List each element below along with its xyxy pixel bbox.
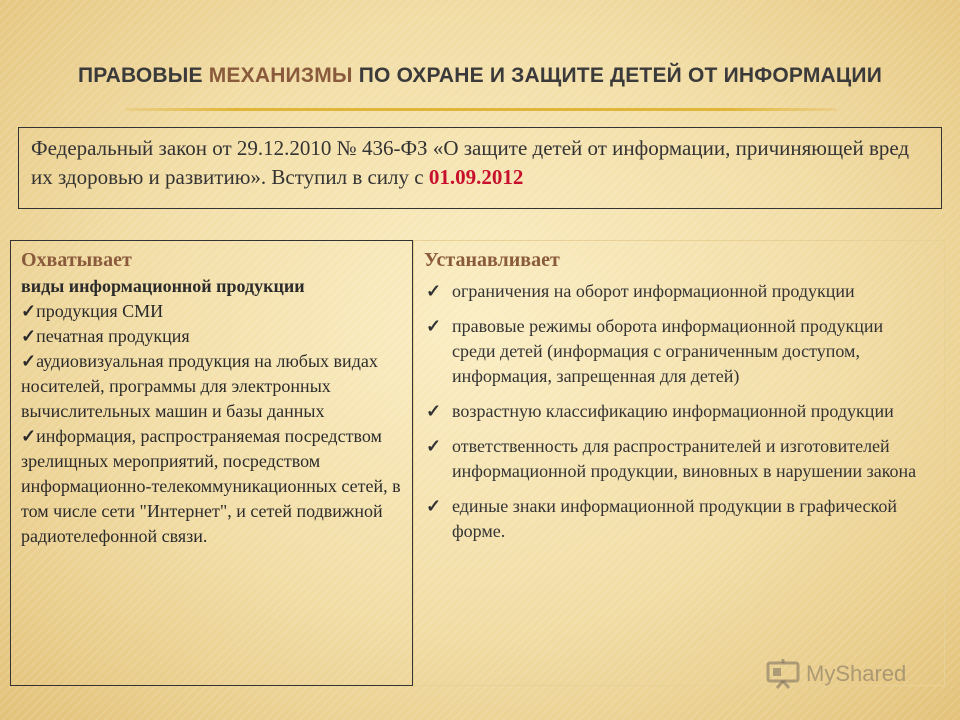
check-icon: ✓ [21, 301, 37, 321]
list-item: ✓ ограничения на оборот информационной продукции [424, 279, 930, 304]
law-info-box [18, 127, 942, 209]
list-item: ✓ возрастную классификацию информационной продукции [424, 399, 930, 424]
establishes-heading: Устанавливает [424, 249, 560, 271]
watermark-text: MyShared [806, 661, 907, 686]
establishes-list [424, 279, 930, 544]
law-effective-date: 01.09.2012 [428, 165, 524, 189]
title-accent: МЕХАНИЗМЫ [208, 64, 353, 87]
check-icon: ✓ [426, 401, 442, 421]
title-part-1: ПРАВОВЫЕ [77, 64, 209, 87]
list-item: ✓ единые знаки информационной продукции в графической форме. [426, 496, 897, 541]
list-item: ✓информация, распространяемая посредством зрелищных мероприятий, посредством информационно-телекоммуникационных сетей, в том числе сети "Интернет", и сетей подвижной радиотелефонной связи. [21, 426, 401, 546]
check-icon: ✓ [426, 281, 442, 301]
covers-list [21, 299, 404, 549]
covers-subheading: виды информационной продукции [21, 276, 305, 296]
title-underline [126, 108, 836, 111]
list-item: ✓ ответственность для распространителей и изготовителей информационной продукции, виновных в нарушении закона [426, 436, 917, 481]
list-item: ✓ правовые режимы оборота информационной продукции среди детей (информация с ограниченным доступом, информация, запрещенная для детей) [426, 316, 884, 386]
check-icon: ✓ [426, 436, 442, 456]
presentation-icon [766, 659, 800, 689]
check-icon: ✓ [21, 326, 37, 346]
list-item: ✓продукция СМИ [21, 301, 164, 321]
check-icon: ✓ [426, 316, 442, 336]
check-icon: ✓ [21, 351, 37, 371]
slide-title [0, 64, 960, 88]
list-item: ✓печатная продукция [21, 326, 190, 346]
establishes-panel [413, 240, 945, 686]
covers-heading: Охватывает [21, 249, 132, 271]
law-text: Федеральный закон от 29.12.2010 № 436-ФЗ «О защите детей от информации, причиняющей вред их здоровью и развитию». Вступил в силу с [31, 136, 910, 189]
check-icon: ✓ [426, 496, 442, 516]
list-item: ✓аудиовизуальная продукция на любых видах носителей, программы для электронных вычислительных машин и базы данных [21, 351, 378, 421]
covers-panel [10, 240, 413, 686]
watermark [766, 656, 906, 692]
title-part-2: ПО ОХРАНЕ И ЗАЩИТЕ ДЕТЕЙ ОТ ИНФОРМАЦИИ [352, 64, 883, 87]
check-icon: ✓ [21, 426, 37, 446]
